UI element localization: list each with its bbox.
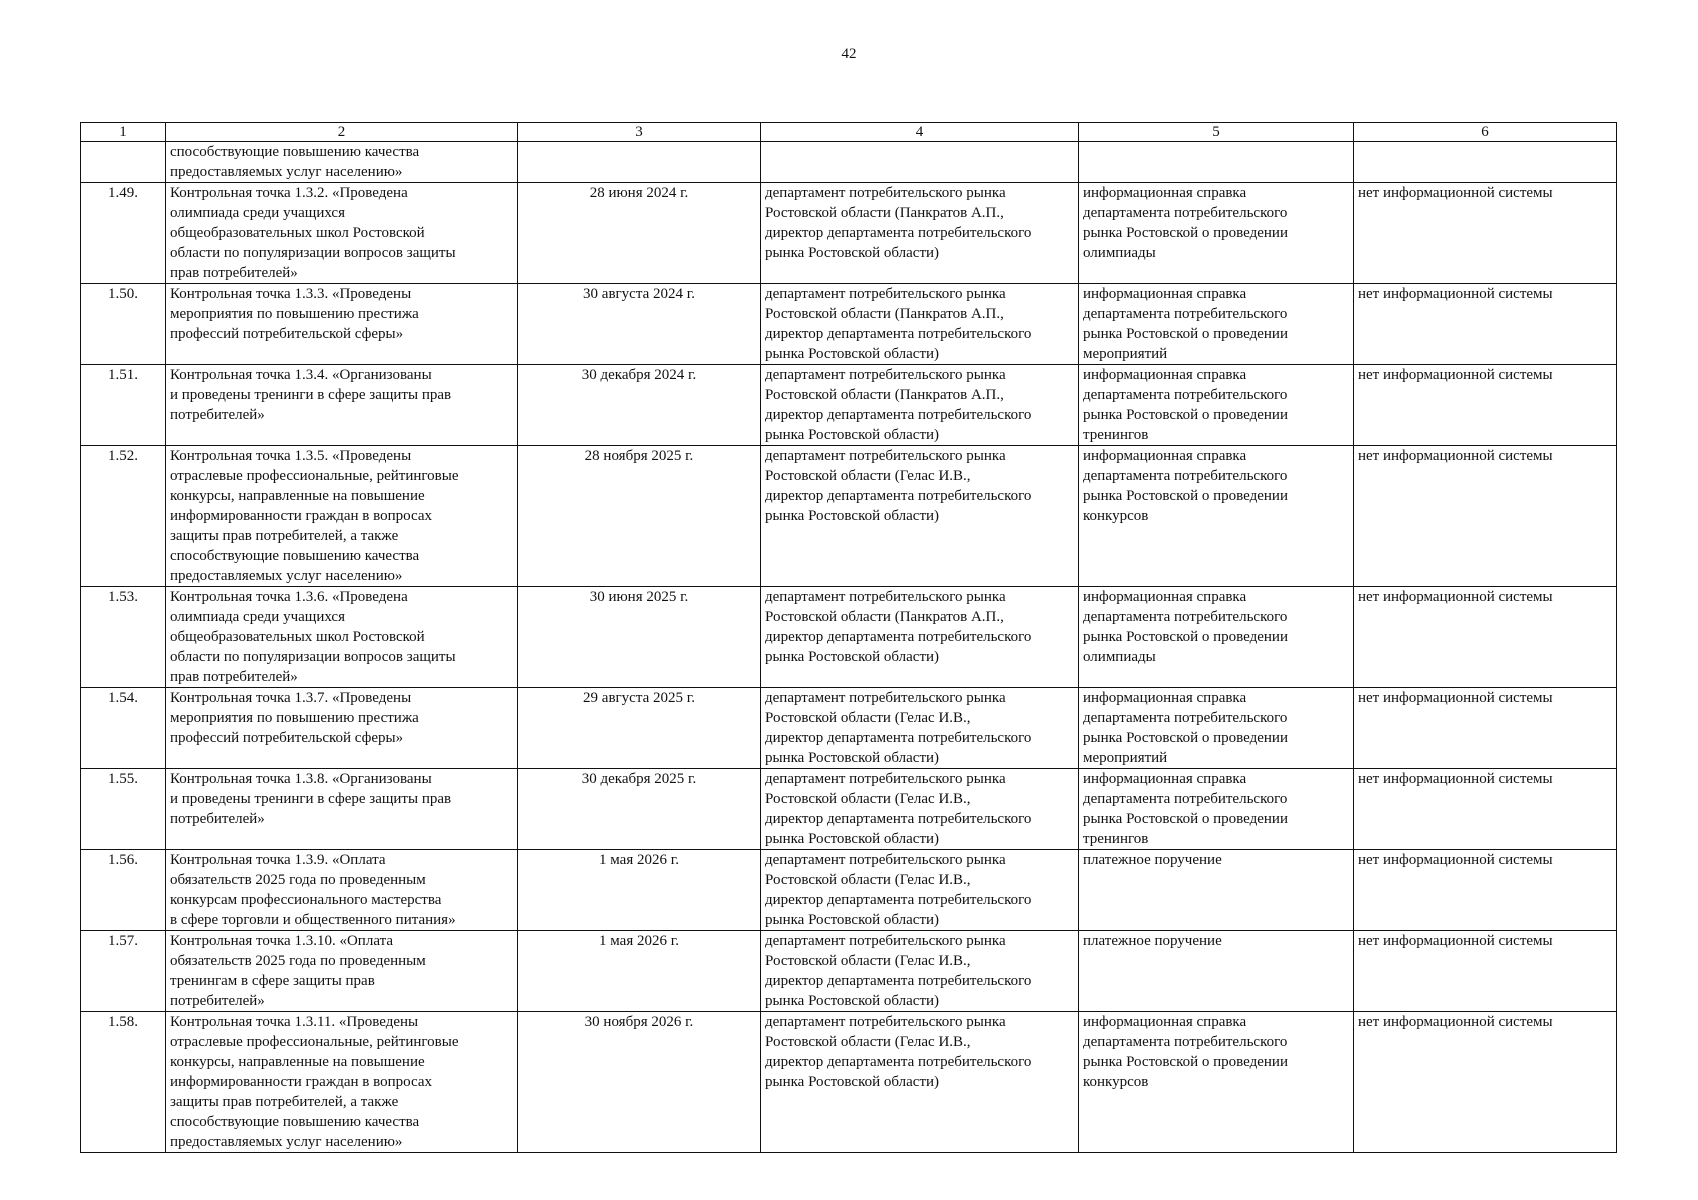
table-row <box>81 688 1617 769</box>
header-col-1: 1 <box>81 123 166 142</box>
row-number: 1.53. <box>81 587 166 688</box>
table-row <box>81 850 1617 931</box>
document-cell: информационная справка департамента потребительского рынка Ростовской о проведении конкурсов <box>1079 1012 1354 1153</box>
date-cell <box>518 142 761 183</box>
row-number: 1.58. <box>81 1012 166 1153</box>
system-cell: нет информационной системы <box>1354 587 1617 688</box>
date-cell: 1 мая 2026 г. <box>518 850 761 931</box>
row-number: 1.50. <box>81 284 166 365</box>
responsible-cell <box>761 142 1079 183</box>
table-row <box>81 587 1617 688</box>
header-col-4: 4 <box>761 123 1079 142</box>
system-cell: нет информационной системы <box>1354 850 1617 931</box>
table-row <box>81 183 1617 284</box>
system-cell: нет информационной системы <box>1354 931 1617 1012</box>
row-number: 1.56. <box>81 850 166 931</box>
table-row <box>81 931 1617 1012</box>
row-number <box>81 142 166 183</box>
date-cell: 28 ноября 2025 г. <box>518 446 761 587</box>
event-cell: способствующие повышению качества предоставляемых услуг населению» <box>166 142 518 183</box>
header-row <box>81 123 1617 142</box>
table-body <box>81 142 1617 1153</box>
table-row <box>81 769 1617 850</box>
responsible-cell: департамент потребительского рынка Ростовской области (Гелас И.В., директор департамента потребительского рынка Ростовской области) <box>761 769 1079 850</box>
responsible-cell: департамент потребительского рынка Ростовской области (Гелас И.В., директор департамента потребительского рынка Ростовской области) <box>761 850 1079 931</box>
date-cell: 30 августа 2024 г. <box>518 284 761 365</box>
row-number: 1.51. <box>81 365 166 446</box>
event-cell: Контрольная точка 1.3.2. «Проведена олимпиада среди учащихся общеобразовательных школ Ростовской области по популяризации вопросов защиты прав потребителей» <box>166 183 518 284</box>
date-cell: 28 июня 2024 г. <box>518 183 761 284</box>
document-cell: информационная справка департамента потребительского рынка Ростовской о проведении олимпиады <box>1079 587 1354 688</box>
event-cell: Контрольная точка 1.3.4. «Организованы и проведены тренинги в сфере защиты прав потребителей» <box>166 365 518 446</box>
responsible-cell: департамент потребительского рынка Ростовской области (Панкратов А.П., директор департамента потребительского рынка Ростовской области) <box>761 284 1079 365</box>
document-cell: информационная справка департамента потребительского рынка Ростовской о проведении мероприятий <box>1079 688 1354 769</box>
date-cell: 30 июня 2025 г. <box>518 587 761 688</box>
system-cell: нет информационной системы <box>1354 284 1617 365</box>
date-cell: 30 декабря 2025 г. <box>518 769 761 850</box>
row-number: 1.57. <box>81 931 166 1012</box>
responsible-cell: департамент потребительского рынка Ростовской области (Панкратов А.П., директор департамента потребительского рынка Ростовской области) <box>761 365 1079 446</box>
event-cell: Контрольная точка 1.3.8. «Организованы и проведены тренинги в сфере защиты прав потребителей» <box>166 769 518 850</box>
control-points-table <box>80 122 1617 1153</box>
document-cell: информационная справка департамента потребительского рынка Ростовской о проведении тренингов <box>1079 769 1354 850</box>
row-number: 1.55. <box>81 769 166 850</box>
header-col-6: 6 <box>1354 123 1617 142</box>
event-cell: Контрольная точка 1.3.11. «Проведены отраслевые профессиональные, рейтинговые конкурсы, направленные на повышение информированности граждан в вопросах защиты прав потребителей, а также способствующие повышению качества предоставляемых услуг населению» <box>166 1012 518 1153</box>
event-cell: Контрольная точка 1.3.3. «Проведены мероприятия по повышению престижа профессий потребительской сферы» <box>166 284 518 365</box>
date-cell: 29 августа 2025 г. <box>518 688 761 769</box>
row-number: 1.49. <box>81 183 166 284</box>
header-col-3: 3 <box>518 123 761 142</box>
header-col-5: 5 <box>1079 123 1354 142</box>
document-cell <box>1079 142 1354 183</box>
document-cell: информационная справка департамента потребительского рынка Ростовской о проведении олимпиады <box>1079 183 1354 284</box>
responsible-cell: департамент потребительского рынка Ростовской области (Гелас И.В., директор департамента потребительского рынка Ростовской области) <box>761 931 1079 1012</box>
system-cell: нет информационной системы <box>1354 769 1617 850</box>
responsible-cell: департамент потребительского рынка Ростовской области (Панкратов А.П., директор департамента потребительского рынка Ростовской области) <box>761 183 1079 284</box>
system-cell <box>1354 142 1617 183</box>
system-cell: нет информационной системы <box>1354 365 1617 446</box>
page-number: 42 <box>841 46 857 62</box>
document-cell: информационная справка департамента потребительского рынка Ростовской о проведении мероприятий <box>1079 284 1354 365</box>
event-cell: Контрольная точка 1.3.9. «Оплата обязательств 2025 года по проведенным конкурсам профессионального мастерства в сфере торговли и общественного питания» <box>166 850 518 931</box>
document-cell: платежное поручение <box>1079 850 1354 931</box>
responsible-cell: департамент потребительского рынка Ростовской области (Панкратов А.П., директор департамента потребительского рынка Ростовской области) <box>761 587 1079 688</box>
system-cell: нет информационной системы <box>1354 183 1617 284</box>
responsible-cell: департамент потребительского рынка Ростовской области (Гелас И.В., директор департамента потребительского рынка Ростовской области) <box>761 688 1079 769</box>
system-cell: нет информационной системы <box>1354 446 1617 587</box>
table-row <box>81 365 1617 446</box>
table-row <box>81 142 1617 183</box>
table-row <box>81 1012 1617 1153</box>
event-cell: Контрольная точка 1.3.5. «Проведены отраслевые профессиональные, рейтинговые конкурсы, направленные на повышение информированности граждан в вопросах защиты прав потребителей, а также способствующие повышению качества предоставляемых услуг населению» <box>166 446 518 587</box>
document-cell: информационная справка департамента потребительского рынка Ростовской о проведении конкурсов <box>1079 446 1354 587</box>
system-cell: нет информационной системы <box>1354 1012 1617 1153</box>
responsible-cell: департамент потребительского рынка Ростовской области (Гелас И.В., директор департамента потребительского рынка Ростовской области) <box>761 446 1079 587</box>
row-number: 1.54. <box>81 688 166 769</box>
event-cell: Контрольная точка 1.3.7. «Проведены мероприятия по повышению престижа профессий потребительской сферы» <box>166 688 518 769</box>
event-cell: Контрольная точка 1.3.6. «Проведена олимпиада среди учащихся общеобразовательных школ Ростовской области по популяризации вопросов защиты прав потребителей» <box>166 587 518 688</box>
date-cell: 30 ноября 2026 г. <box>518 1012 761 1153</box>
table-row <box>81 284 1617 365</box>
system-cell: нет информационной системы <box>1354 688 1617 769</box>
date-cell: 30 декабря 2024 г. <box>518 365 761 446</box>
header-col-2: 2 <box>166 123 518 142</box>
row-number: 1.52. <box>81 446 166 587</box>
responsible-cell: департамент потребительского рынка Ростовской области (Гелас И.В., директор департамента потребительского рынка Ростовской области) <box>761 1012 1079 1153</box>
document-cell: платежное поручение <box>1079 931 1354 1012</box>
table-header <box>81 123 1617 142</box>
document-cell: информационная справка департамента потребительского рынка Ростовской о проведении тренингов <box>1079 365 1354 446</box>
event-cell: Контрольная точка 1.3.10. «Оплата обязательств 2025 года по проведенным тренингам в сфере защиты прав потребителей» <box>166 931 518 1012</box>
date-cell: 1 мая 2026 г. <box>518 931 761 1012</box>
table-row <box>81 446 1617 587</box>
